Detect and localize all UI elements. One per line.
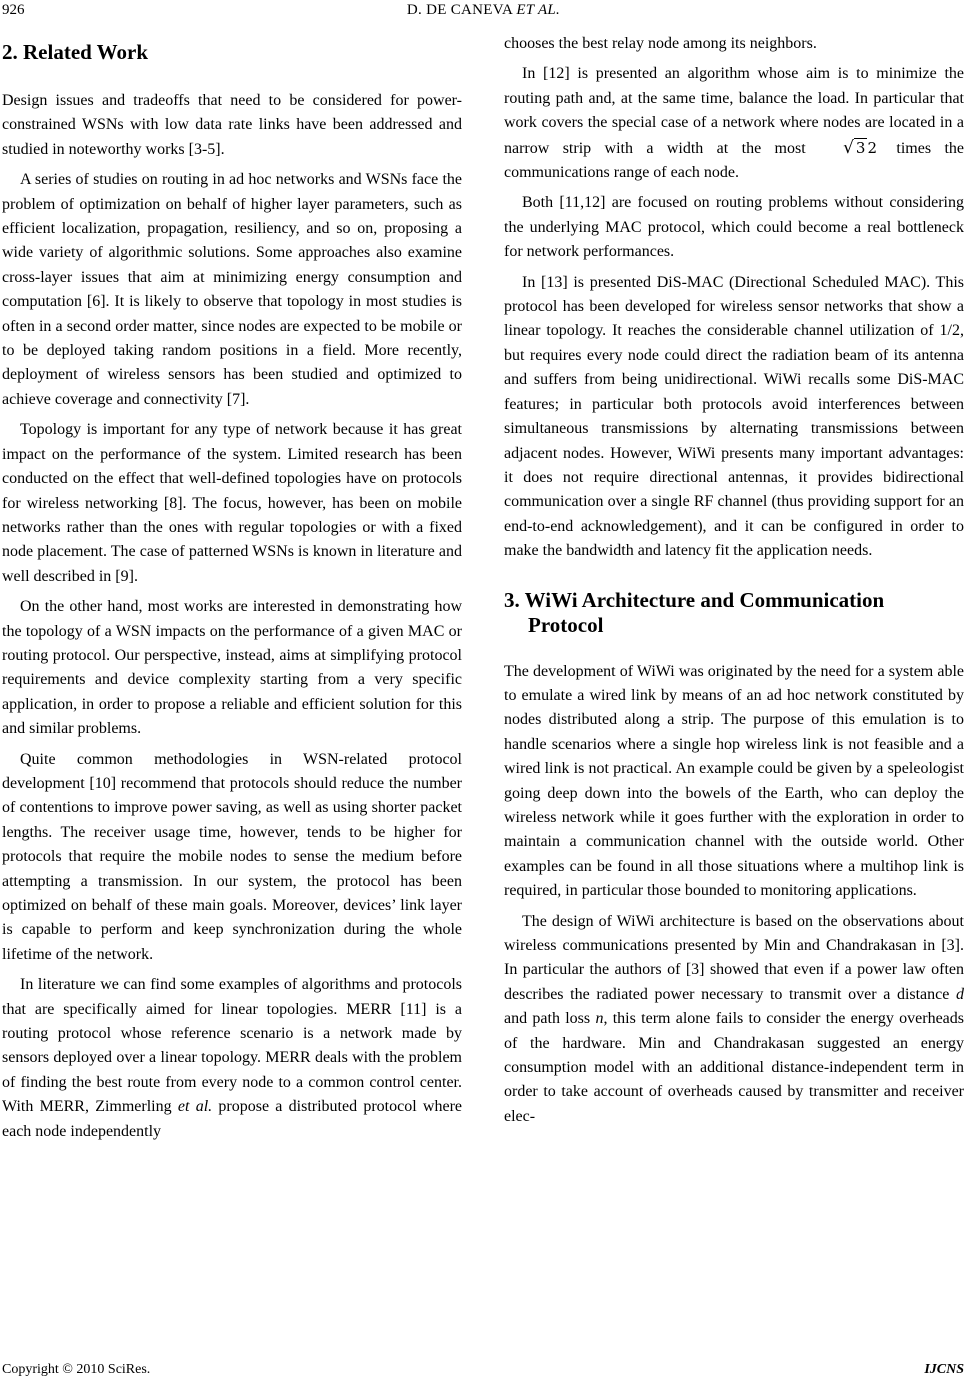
paragraph — [504, 62, 964, 185]
paragraph: Both [11,12] are focused on routing problems without considering the underlying MAC protocol, which could become a real bottleneck for network performances. — [504, 194, 964, 261]
paragraph: Quite common methodologies in WSN-related protocol development [10] recommend that protocols should reduce the number of contentions to improve power saving, as well as using shorter packet lengths. The receiver usage time, however, tends to be higher for protocols that require the mobile nodes to sense the medium before attempting a transmission. In our system, the protocol has been optimized on behalf of these main goals. Moreover, devices’ link layer is capable to perform and keep synchronization during the whole lifetime of the network. — [2, 750, 462, 963]
left-column — [2, 32, 462, 1150]
variable-n: n — [595, 1010, 604, 1028]
right-column — [504, 32, 964, 1135]
paragraph: The development of WiWi was originated by the need for a system able to emulate a wired link by means of an ad hoc network constituted by nodes distributed along a strip. The purpose of this emulation is to handle scenarios where a single hop wireless link is not feasible and a wired link is not practical. An example could be given by a speleologist going deep down into the bowels of the Earth, who can deploy the wireless network while it goes further with the exploration in order to maintain a communication channel with the outside world. Other examples can be found in all those situations where a multihop link is required, in particular those bounded to monitoring applications. — [504, 662, 964, 900]
page-header — [0, 0, 967, 30]
paragraph: A series of studies on routing in ad hoc networks and WSNs face the problem of optimization on behalf of higher layer parameters, such as efficient localization, propagation, resiliency, and so on, proposing a wide variety of algorithmic solutions. Some approaches also examine cross-layer issues that aim at minimizing energy consumption and computation [6]. It is likely to observe that topology in most studies is often in a second order matter, since nodes are expected to be mobile or to be deployed taking random positions in a field. More recently, deployment of wireless sensors has been studied and optimized to achieve coverage and connectivity [7]. — [2, 171, 462, 408]
paragraph — [2, 973, 462, 1144]
text-run: propose a distributed protocol where each node independently — [2, 1098, 463, 1140]
text-run: times the communications range of each node. — [504, 139, 965, 182]
paragraph: Design issues and tradeoffs that need to be considered for power-constrained WSNs with low data rate links have been addressed and studied in noteworthy works [3-5]. — [2, 92, 462, 158]
text-run: The design of WiWi architecture is based on the observations about wireless communications presented by Min and Chandrakasan in [3]. In particular the authors of [3] showed that even if a power law often describes the radiated power necessary to transmit over a distance — [504, 912, 964, 1003]
text-run: , this term alone fails to consider the energy overheads of the hardware. Min and Chandrakasan suggested an energy consumption model with an additional distance-independent term in order to take account of overheads caused by transmitter and receiver elec- — [504, 1010, 965, 1125]
variable-d: d — [956, 985, 964, 1003]
radicand: 3 — [855, 138, 866, 157]
paragraph-continuation: chooses the best relay node among its neighbors. — [504, 35, 817, 52]
text-run: and path loss — [504, 1010, 596, 1028]
radical-sign: √ — [843, 137, 854, 158]
section-heading-wiwi-architecture: 3. WiWi Architecture and Communication Protocol — [504, 587, 885, 637]
text-run: In literature we can find some examples of algorithms and protocols that are specifically aimed for linear topologies. MERR [11] is a routing protocol whose reference scenario is a network made by sensors deployed over a linear topology. MERR deals with the problem of finding the best route from every node to a common control center. With MERR, Zimmerling — [2, 976, 462, 1116]
paragraph: In [13] is presented DiS-MAC (Directional Scheduled MAC). This protocol has been developed for wireless sensor networks that show a linear topology. It reaches the considerable channel utilization of 1/2, but requires every node could direct the radiation beam of its antenna and suffers from being unidirectional. WiWi recalls some DiS-MAC features; in particular both protocols avoid interferences between simultaneous transmissions by alternating transmissions between adjacent nodes. However, WiWi presents many important advantages: it does not require directional antennas, it provides bidirectional communication over a single RF channel (thus providing support for an end-to-end acknowledgement), and it can be configured in order to make the bandwidth and latency fit the application needs. — [504, 273, 964, 560]
text-run: In [12] is presented an algorithm whose aim is to minimize the routing path and, at the same time, balance the load. In particular that work covers the special case of a network where nodes are located in a narrow strip with a width at the most — [504, 65, 964, 157]
paragraph: Topology is important for any type of network because it has great impact on the performance of the system. Limited research has been conducted on the effect that well-defined topologies have on protocols for wireless networking [8]. The focus, however, has been on mobile networks rather than the ones with regular topologies or with a fixed node placement. The case of patterned WSNs is known in literature and well described in [9]. — [2, 421, 462, 585]
running-head-authors: D. DE CANEVA — [406, 2, 513, 18]
running-head — [0, 2, 967, 19]
running-head-et-al: ET AL. — [516, 2, 561, 18]
page-footer — [0, 1362, 967, 1384]
page-number: 926 — [2, 2, 25, 18]
paragraph: On the other hand, most works are interested in demonstrating how the topology of a WSN impacts on the performance of a given MAC or routing protocol. Our perspective, instead, aims at simplifying protocol requirements and device complexity starting from a very specific application, in order to propose a reliable and efficient solution for this and similar problems. — [2, 598, 462, 738]
journal-name: IJCNS — [924, 1362, 964, 1377]
paragraph — [504, 910, 964, 1130]
sqrt-expression — [819, 136, 883, 160]
italic-text: et al. — [177, 1098, 213, 1116]
section-heading-related-work: 2. Related Work — [2, 40, 149, 64]
divisor: 2 — [867, 138, 878, 157]
copyright-notice: Copyright © 2010 SciRes. — [2, 1362, 151, 1377]
